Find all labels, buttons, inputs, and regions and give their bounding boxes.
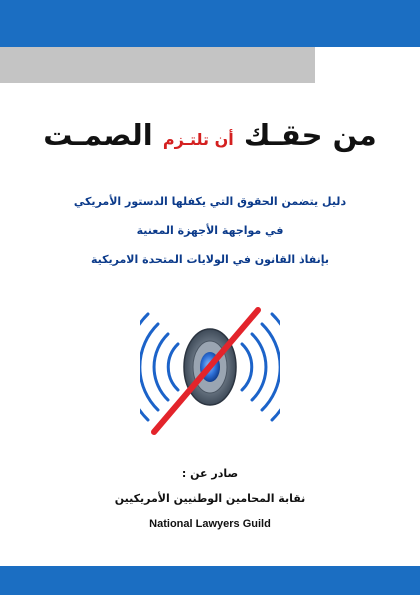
cover-title [0, 118, 420, 152]
top-gray-band [0, 47, 315, 83]
top-blue-band [0, 0, 420, 47]
description-line-3: بإنفاذ القانون في الولايات المتحدة الامريكية [90, 253, 330, 266]
description-line-1: دليل يتضمن الحقوق التي يكفلها الدستور الأمريكي [73, 195, 347, 208]
issued-by-label: صادر عن : [181, 467, 239, 480]
bottom-blue-band [0, 566, 420, 595]
muted-speaker-icon [140, 292, 280, 442]
issuer-arabic: نقابة المحامين الوطنيين الأمريكيين [114, 492, 306, 505]
issuer-english: National Lawyers Guild [149, 518, 271, 530]
title-part-1: من حقـك [243, 118, 377, 152]
title-part-2: الصمـت [43, 118, 153, 152]
description-line-2: في مواجهة الأجهزة المعنية [136, 224, 284, 237]
title-accent: أن تلتـزم [162, 130, 234, 149]
